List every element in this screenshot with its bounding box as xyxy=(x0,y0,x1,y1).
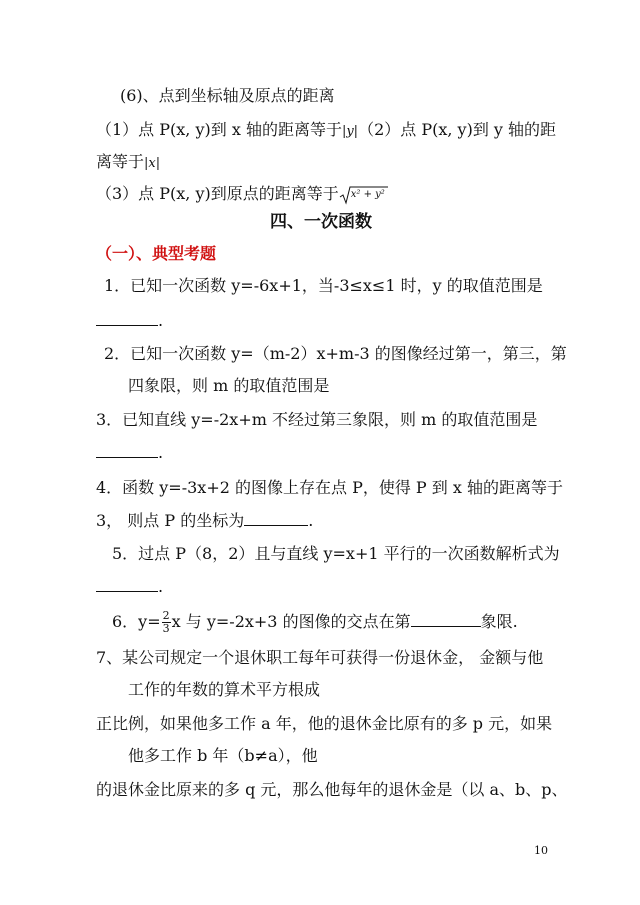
question-7-line-5 xyxy=(96,780,568,800)
question-2-continued xyxy=(128,376,329,396)
x-axis-distance-text: （1）点 P(x, y)到 x 轴的距离等于 xyxy=(96,120,342,139)
question-3-blank-line xyxy=(96,442,163,463)
question-4-continued-text: 3， 则点 P 的坐标为 xyxy=(96,511,245,530)
question-3-end: . xyxy=(158,443,164,462)
question-7-line-2-text: 工作的年数的算术平方根成 xyxy=(128,680,321,699)
question-7-line-3-text: 正比例，如果他多工作 a 年，他的退休金比原有的多 p 元，如果 xyxy=(96,714,553,733)
question-1-end: . xyxy=(158,311,164,330)
question-6-text: 6．y= xyxy=(112,612,161,631)
question-4-continued xyxy=(96,510,313,531)
page-number xyxy=(534,844,548,857)
question-5-blank-line xyxy=(96,576,163,597)
answer-blank[interactable] xyxy=(96,442,158,458)
question-4 xyxy=(96,478,563,498)
fraction-numerator: 2 xyxy=(162,609,170,622)
sub-title-text: （一）、典型考题 xyxy=(96,244,217,263)
distance-line-2 xyxy=(96,152,160,174)
question-7-line-4-text: 他多工作 b 年（b≠a），他 xyxy=(128,746,318,765)
fraction-two-thirds xyxy=(162,610,171,635)
question-2 xyxy=(104,344,567,364)
question-3-text: 3．已知直线 y=-2x+m 不经过第三象限，则 m 的取值范围是 xyxy=(96,410,538,429)
question-7-line-2 xyxy=(128,680,320,700)
question-6-end: 象限. xyxy=(480,612,518,631)
sqrt-formula xyxy=(339,185,389,205)
answer-blank[interactable] xyxy=(96,310,158,326)
distance-line-1 xyxy=(96,120,556,142)
question-5 xyxy=(112,544,560,564)
y-axis-distance-text: （2）点 P(x, y)到 y 轴的距 xyxy=(358,120,557,139)
question-7-text: 7、某公司规定一个退休职工每年可获得一份退休金， 金额与他 xyxy=(96,648,544,667)
question-1 xyxy=(104,276,543,296)
sub-title xyxy=(96,244,216,264)
question-2-continued-text: 四象限，则 m 的取值范围是 xyxy=(128,376,330,395)
question-3 xyxy=(96,410,537,430)
question-6 xyxy=(112,606,518,638)
question-5-end: . xyxy=(158,577,164,596)
question-1-blank-line xyxy=(96,310,163,331)
abs-x-formula: |x| xyxy=(144,156,161,171)
answer-blank[interactable] xyxy=(244,510,308,526)
section-title xyxy=(270,212,372,232)
question-7-line-5-text: 的退休金比原来的多 q 元，那么他每年的退休金是（以 a、b、p、 xyxy=(96,780,568,799)
question-2-text: 2．已知一次函数 y=（m-2）x+m-3 的图像经过第一，第三，第 xyxy=(104,344,567,363)
question-1-text: 1．已知一次函数 y=-6x+1，当-3≤x≤1 时，y 的取值范围是 xyxy=(104,276,543,295)
answer-blank[interactable] xyxy=(411,611,481,627)
distance-continued-text: 离等于 xyxy=(96,152,145,171)
question-5-text: 5．过点 P（8，2）且与直线 y=x+1 平行的一次函数解析式为 xyxy=(112,544,560,563)
distance-line-3 xyxy=(96,184,389,205)
question-4-end: . xyxy=(308,511,314,530)
answer-blank[interactable] xyxy=(96,576,158,592)
section-title-text: 四、一次函数 xyxy=(270,212,372,232)
question-7-line-4 xyxy=(128,746,318,766)
question-6-middle-text: x 与 y=-2x+3 的图像的交点在第 xyxy=(171,612,411,631)
question-7 xyxy=(96,648,543,668)
distance-heading-text: (6)、点到坐标轴及原点的距离 xyxy=(120,86,335,105)
question-4-text: 4．函数 y=-3x+2 的图像上存在点 P，使得 P 到 x 轴的距离等于 xyxy=(96,478,563,497)
page-number-text: 10 xyxy=(534,844,548,857)
sqrt-radicand: x² + y² xyxy=(350,188,385,200)
distance-heading xyxy=(120,86,335,106)
abs-y-formula: |y| xyxy=(341,124,359,139)
question-7-line-3 xyxy=(96,714,552,734)
fraction-denominator: 3 xyxy=(162,622,170,635)
origin-distance-text: （3）点 P(x, y)到原点的距离等于 xyxy=(96,184,339,203)
